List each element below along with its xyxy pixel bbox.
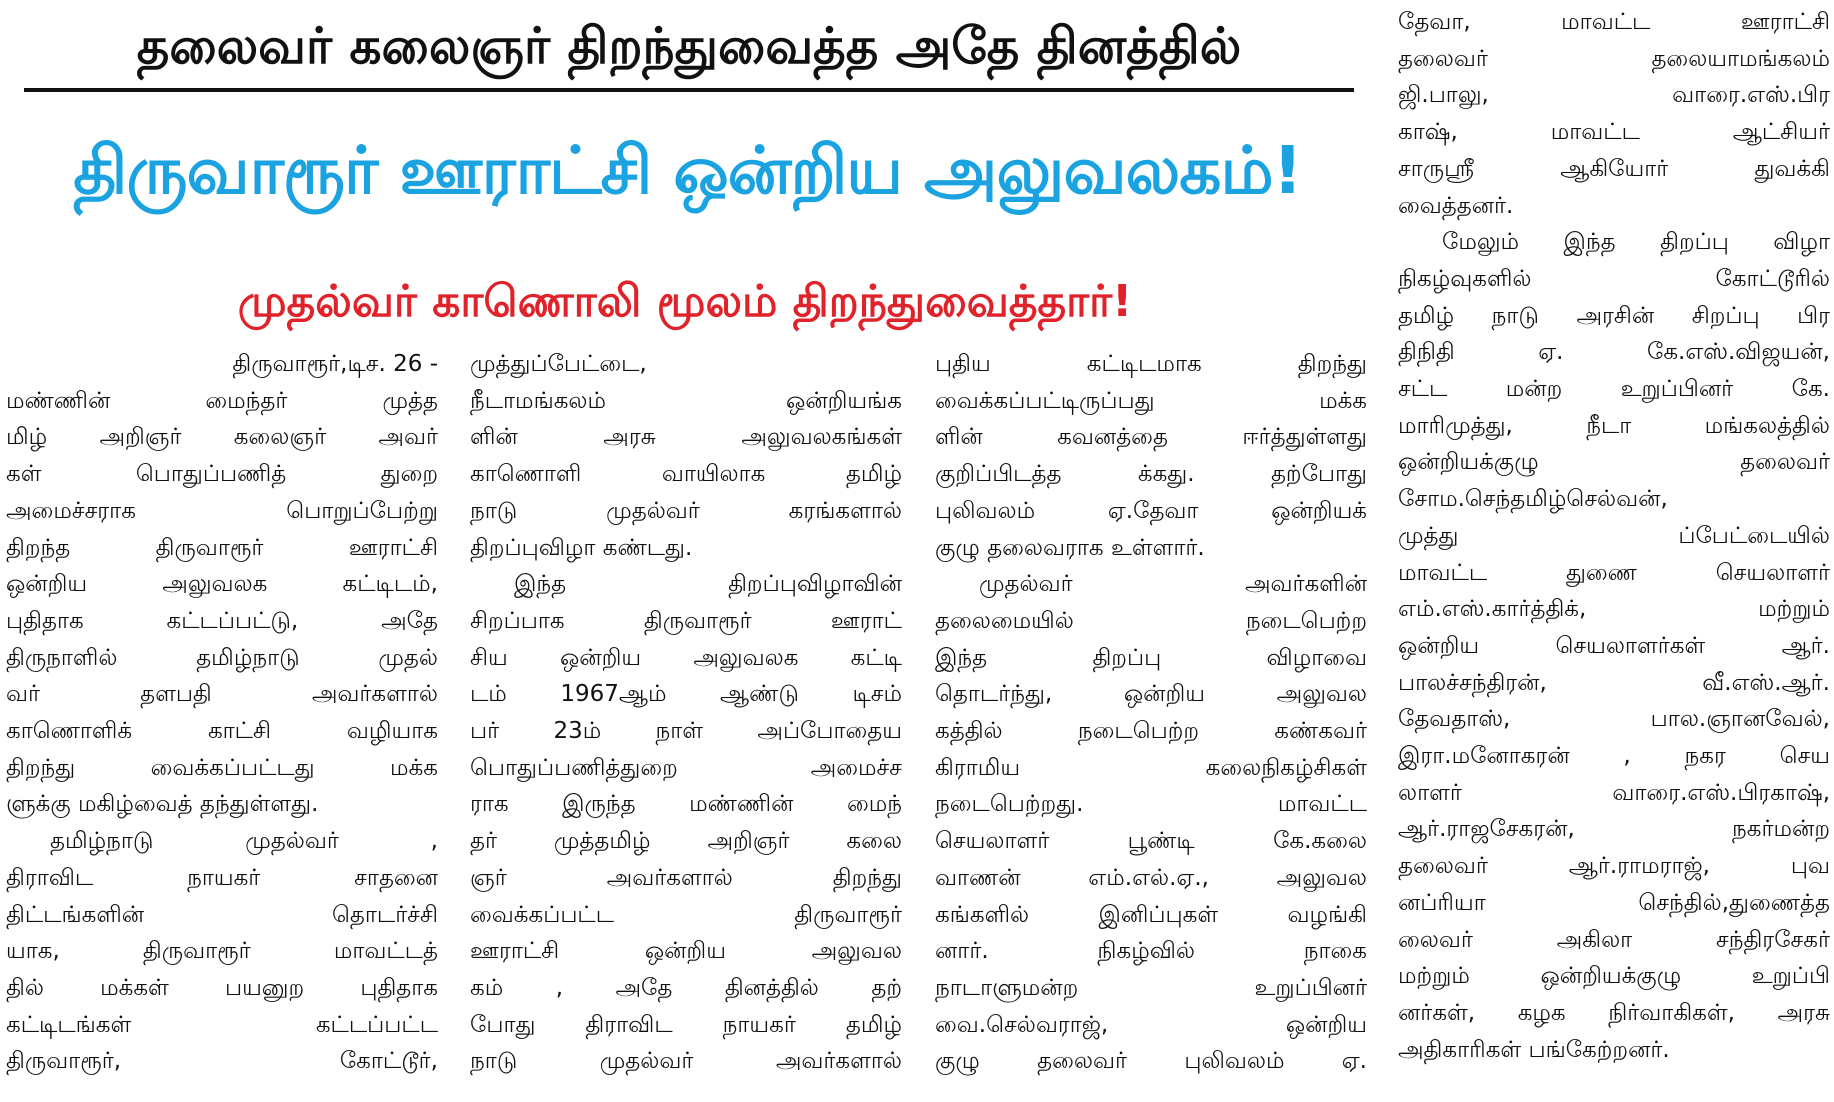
text-line: திருவாரூர், கோட்டூர், (6, 1048, 438, 1075)
text-line: காணொளி வாயிலாக தமிழ் (470, 461, 902, 488)
text-line: வைக்கப்பட்டிருப்பது மக்க (935, 387, 1367, 414)
text-line: முத்து ப்பேட்டையில் (1398, 522, 1830, 549)
text-line: குழு தலைவர் புலிவலம் ஏ. (935, 1048, 1367, 1075)
text-line: திறந்த திருவாரூர் ஊராட்சி (6, 534, 438, 561)
text-line: தேவா, மாவட்ட ஊராட்சி (1398, 9, 1830, 35)
text-line: ஒன்றிய செயலாளர்கள் ஆர். (1398, 632, 1830, 659)
text-line: நடைபெற்றது. மாவட்ட (935, 791, 1367, 818)
text-line: ஞர் அவர்களால் திறந்து (470, 864, 902, 891)
text-line: கட்டிடங்கள் கட்டப்பட்ட (6, 1011, 438, 1038)
text-line: தமிழ்நாடு முதல்வர் , (50, 828, 438, 855)
text-line: கங்களில் இனிப்புகள் வழங்கி (935, 901, 1367, 928)
text-line: வர் தளபதி அவர்களால் (6, 681, 438, 708)
text-line: மாவட்ட துணை செயலாளர் (1398, 559, 1830, 586)
text-line: அமைச்சராக பொறுப்பேற்று (6, 497, 438, 524)
article-column-2 (470, 346, 902, 1102)
text-line: திட்டங்களின் தொடர்ச்சி (6, 901, 438, 928)
text-line: மிழ் அறிஞர் கலைஞர் அவர் (6, 424, 438, 451)
text-line: மாரிமுத்து, நீடா மங்கலத்தில் (1398, 412, 1830, 439)
text-line: சட்ட மன்ற உறுப்பினர் கே. (1398, 376, 1830, 403)
text-line: புலிவலம் ஏ.தேவா ஒன்றியக் (935, 497, 1367, 524)
text-line: திருவாரூர்,டிச. 26 - (232, 351, 438, 377)
text-line: லாளர் வாரை.எஸ்.பிரகாஷ், (1398, 779, 1830, 806)
text-line: திராவிட நாயகர் சாதனை (6, 864, 438, 891)
text-line: சாருஸ்ரீ ஆகியோர் துவக்கி (1398, 155, 1830, 182)
text-line: பர் 23ம் நாள் அப்போதைய (470, 718, 902, 745)
text-line: போது திராவிட நாயகர் தமிழ் (470, 1011, 902, 1038)
text-line: புதிதாக கட்டப்பட்டு, அதே (6, 607, 438, 634)
text-line: னப்ரியா செந்தில்,துணைத்த (1398, 889, 1830, 916)
text-line: ஒன்றியக்குழு தலைவர் (1398, 449, 1830, 476)
text-line: மேலும் இந்த திறப்பு விழா (1442, 229, 1830, 256)
text-line: ஆர்.ராஜசேகரன், நகர்மன்ற (1398, 816, 1830, 843)
text-line: கத்தில் நடைபெற்ற கண்கவர் (935, 718, 1367, 745)
text-line: கம் , அதே தினத்தில் தற் (470, 974, 902, 1001)
text-line: ஊராட்சி ஒன்றிய அலுவல (470, 938, 902, 965)
text-line: திருநாளில் தமிழ்நாடு முதல் (6, 644, 438, 671)
sub-headline: முதல்வர் காணொலி மூலம் திறந்துவைத்தார்! (237, 276, 1133, 327)
text-line: யாக, திருவாரூர் மாவட்டத் (6, 938, 438, 965)
text-line: தேவதாஸ், பால.ஞானவேல், (1398, 706, 1830, 733)
text-line: வைக்கப்பட்ட திருவாரூர் (470, 901, 902, 928)
text-line: அதிகாரிகள் பங்கேற்றனர். (1398, 1036, 1670, 1063)
text-line: காஷ், மாவட்ட ஆட்சியர் (1398, 119, 1830, 146)
text-line: செயலாளர் பூண்டி கே.கலை (935, 828, 1367, 855)
text-line: புதிய கட்டிடமாக திறந்து (935, 351, 1367, 377)
text-line: மற்றும் ஒன்றியக்குழு உறுப்பி (1398, 963, 1830, 990)
text-line: திறப்புவிழா கண்டது. (470, 534, 693, 561)
text-line: நாடு முதல்வர் கரங்களால் (470, 497, 902, 524)
text-line: டம் 1967ஆம் ஆண்டு டிசம் (470, 681, 902, 708)
text-line: ஒன்றிய அலுவலக கட்டிடம், (6, 571, 438, 598)
text-line: இந்த திறப்பு விழாவை (935, 644, 1367, 671)
text-line: திநிதி ஏ. கே.எஸ்.விஜயன், (1398, 339, 1830, 366)
text-line: முத்துப்பேட்டை, (470, 351, 647, 377)
text-line: வைத்தனர். (1398, 192, 1514, 219)
text-line: தொடர்ந்து, ஒன்றிய அலுவல (935, 681, 1367, 708)
text-line: ளின் கவனத்தை ஈர்த்துள்ளது (935, 424, 1367, 451)
article-column-1 (6, 346, 438, 1102)
article-column-3 (935, 346, 1367, 1102)
text-line: தில் மக்கள் பயனுற புதிதாக (6, 974, 438, 1001)
text-line: சிறப்பாக திருவாரூர் ஊராட் (470, 607, 902, 634)
text-line: னர்கள், கழக நிர்வாகிகள், அரசு (1398, 999, 1830, 1026)
text-line: மண்ணின் மைந்தர் முத்த (6, 387, 438, 414)
text-line: காணொளிக் காட்சி வழியாக (6, 718, 438, 745)
text-line: ராக இருந்த மண்ணின் மைந் (470, 791, 902, 818)
text-line: நீடாமங்கலம் ஒன்றியங்க (470, 387, 902, 414)
text-line: நாடு முதல்வர் அவர்களால் (470, 1048, 902, 1075)
main-headline: திருவாரூர் ஊராட்சி ஒன்றிய அலுவலகம்! (73, 132, 1302, 209)
text-line: ளுக்கு மகிழ்வைத் தந்துள்ளது. (6, 791, 319, 818)
text-line: நாடாளுமன்ற உறுப்பினர் (935, 974, 1367, 1001)
text-line: கிராமிய கலைநிகழ்சிகள் (935, 754, 1367, 781)
text-line: கள் பொதுப்பணித் துறை (6, 461, 438, 488)
text-line: தலைவர் ஆர்.ராமராஜ், புவ (1398, 853, 1830, 880)
text-line: தர் முத்தமிழ் அறிஞர் கலை (470, 828, 902, 855)
text-line: தலைமையில் நடைபெற்ற (935, 607, 1367, 634)
text-line: திறந்து வைக்கப்பட்டது மக்க (6, 754, 438, 781)
kicker-headline: தலைவர் கலைஞர் திறந்துவைத்த அதே தினத்தில் (24, 4, 1354, 92)
text-line: பாலச்சந்திரன், வீ.எஸ்.ஆர். (1398, 669, 1830, 696)
text-line: இந்த திறப்புவிழாவின் (514, 571, 902, 598)
text-line: ஜி.பாலு, வாரை.எஸ்.பிர (1398, 82, 1830, 109)
text-line: ளின் அரசு அலுவலகங்கள் (470, 424, 902, 451)
article-column-4 (1398, 4, 1830, 1102)
text-line: குறிப்பிடத்த க்கது. தற்போது (935, 461, 1367, 488)
text-line: வை.செல்வராஜ், ஒன்றிய (935, 1011, 1367, 1038)
text-line: தமிழ் நாடு அரசின் சிறப்பு பிர (1398, 302, 1830, 329)
text-line: வாணன் எம்.எல்.ஏ., அலுவல (935, 864, 1367, 891)
text-line: குழு தலைவராக உள்ளார். (935, 534, 1205, 561)
text-line: பொதுப்பணித்துறை அமைச்ச (470, 754, 902, 781)
text-line: எம்.எஸ்.கார்த்திக், மற்றும் (1398, 596, 1830, 623)
text-line: இரா.மனோகரன் , நகர செய (1398, 743, 1830, 770)
text-line: லைவர் அகிலா சந்திரசேகர் (1398, 926, 1830, 953)
text-line: முதல்வர் அவர்களின் (979, 571, 1367, 598)
text-line: னார். நிகழ்வில் நாகை (935, 938, 1367, 965)
text-line: சிய ஒன்றிய அலுவலக கட்டி (470, 644, 902, 671)
text-line: நிகழ்வுகளில் கோட்டூரில் (1398, 265, 1830, 292)
text-line: சோம.செந்தமிழ்செல்வன், (1398, 486, 1668, 513)
text-line: தலைவர் தலையாமங்கலம் (1398, 45, 1830, 72)
